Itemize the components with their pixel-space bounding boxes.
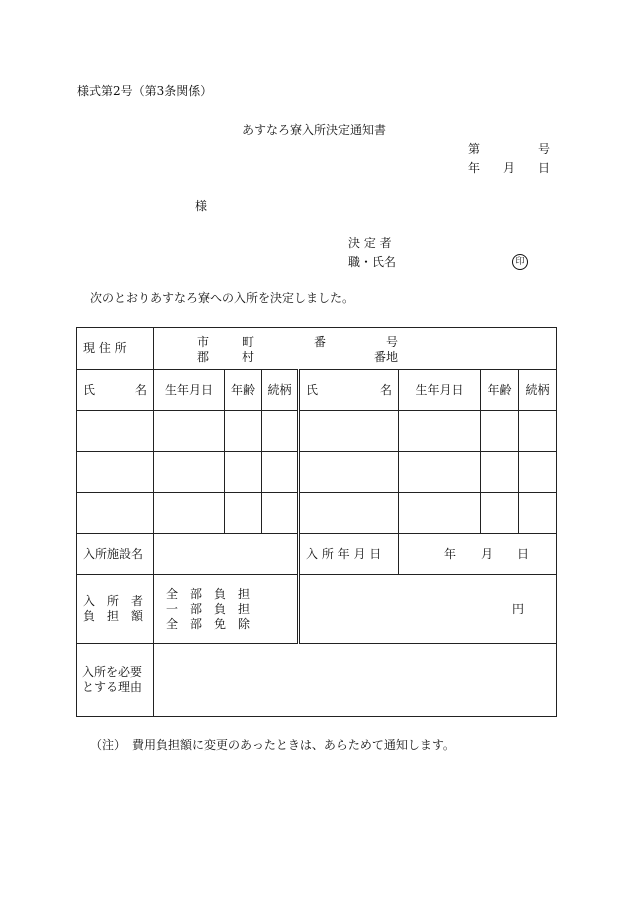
table-cell[interactable] xyxy=(299,452,399,493)
doc-number-prefix: 第 xyxy=(468,142,481,156)
table-cell[interactable] xyxy=(154,452,225,493)
reason-label-line1: 入所を必要 xyxy=(82,665,143,679)
footnote: （注） 費用負担額に変更のあったときは、あらためて通知します。 xyxy=(90,738,455,752)
address-go: 号 xyxy=(386,334,399,349)
table-cell[interactable] xyxy=(77,411,154,452)
table-cell[interactable] xyxy=(399,452,481,493)
address-banchi: 番地 xyxy=(374,349,399,364)
intro-text: 次のとおりあすなろ寮への入所を決定しました。 xyxy=(90,291,355,305)
yen-label: 円 xyxy=(512,601,525,616)
table-cell[interactable] xyxy=(77,452,154,493)
table-cell[interactable] xyxy=(299,493,399,534)
table-cell[interactable] xyxy=(154,411,225,452)
table-cell[interactable] xyxy=(225,493,262,534)
table-cell[interactable] xyxy=(225,452,262,493)
admission-day: 日 xyxy=(517,546,530,561)
position-name-label: 職・氏名 xyxy=(348,255,397,269)
burden-option-exempt[interactable]: 全 部 免 除 xyxy=(166,616,251,631)
burden-label-line1: 入 所 者 xyxy=(83,594,144,608)
col-relation-header-2: 続柄 xyxy=(519,370,557,411)
table-cell[interactable] xyxy=(262,493,299,534)
table-cell[interactable] xyxy=(77,493,154,534)
table-cell[interactable] xyxy=(519,411,557,452)
seal-mark: 印 xyxy=(512,254,528,270)
table-row xyxy=(77,493,557,534)
address-town: 町 xyxy=(242,334,255,349)
reason-label-cell xyxy=(77,644,154,717)
burden-label-cell xyxy=(77,575,154,644)
address-city: 市 xyxy=(197,334,210,349)
admission-date-label: 入 所 年 月 日 xyxy=(299,534,399,575)
admission-month: 月 xyxy=(481,546,494,561)
col-name-header: 氏 名 xyxy=(77,370,154,411)
table-cell[interactable] xyxy=(399,493,481,534)
address-ban: 番 xyxy=(314,334,327,349)
address-village: 村 xyxy=(242,349,255,364)
admission-year: 年 xyxy=(444,546,457,561)
table-cell[interactable] xyxy=(262,411,299,452)
table-cell[interactable] xyxy=(154,493,225,534)
burden-label-line2: 負 担 額 xyxy=(83,609,144,623)
burden-amount-cell[interactable] xyxy=(299,575,557,644)
table-cell[interactable] xyxy=(481,452,519,493)
table-cell[interactable] xyxy=(481,411,519,452)
address-district: 郡 xyxy=(197,349,210,364)
table-cell[interactable] xyxy=(519,493,557,534)
col-birthdate-header-2: 生年月日 xyxy=(399,370,481,411)
table-cell[interactable] xyxy=(519,452,557,493)
doc-number-suffix: 号 xyxy=(538,142,551,156)
table-cell[interactable] xyxy=(225,411,262,452)
facility-value-cell[interactable] xyxy=(154,534,299,575)
col-relation-header: 続柄 xyxy=(262,370,299,411)
admission-date-value-cell[interactable] xyxy=(399,534,557,575)
burden-option-full[interactable]: 全 部 負 担 xyxy=(166,586,251,601)
address-value-cell[interactable] xyxy=(154,328,557,370)
table-cell[interactable] xyxy=(481,493,519,534)
admission-form-table xyxy=(76,327,557,717)
document-title: あすなろ寮入所決定通知書 xyxy=(242,123,387,137)
table-cell[interactable] xyxy=(262,452,299,493)
burden-options-cell[interactable] xyxy=(154,575,299,644)
col-name-header-2: 氏 名 xyxy=(299,370,399,411)
reason-value-cell[interactable] xyxy=(154,644,557,717)
address-label-cell xyxy=(77,328,154,370)
date-year-label: 年 xyxy=(468,161,481,175)
table-row xyxy=(77,452,557,493)
decider-label: 決 定 者 xyxy=(348,236,392,250)
date-day-label: 日 xyxy=(538,161,551,175)
addressee-suffix: 様 xyxy=(195,199,208,213)
col-age-header: 年齢 xyxy=(225,370,262,411)
date-month-label: 月 xyxy=(503,161,516,175)
burden-option-partial[interactable]: 一 部 負 担 xyxy=(166,601,251,616)
table-cell[interactable] xyxy=(399,411,481,452)
col-birthdate-header: 生年月日 xyxy=(154,370,225,411)
col-age-header-2: 年齢 xyxy=(481,370,519,411)
table-row xyxy=(77,411,557,452)
table-cell[interactable] xyxy=(299,411,399,452)
facility-label: 入所施設名 xyxy=(77,534,154,575)
reason-label-line2: とする理由 xyxy=(82,680,143,694)
form-number: 様式第2号（第3条関係） xyxy=(77,84,213,98)
address-label: 現 住 所 xyxy=(83,341,127,356)
